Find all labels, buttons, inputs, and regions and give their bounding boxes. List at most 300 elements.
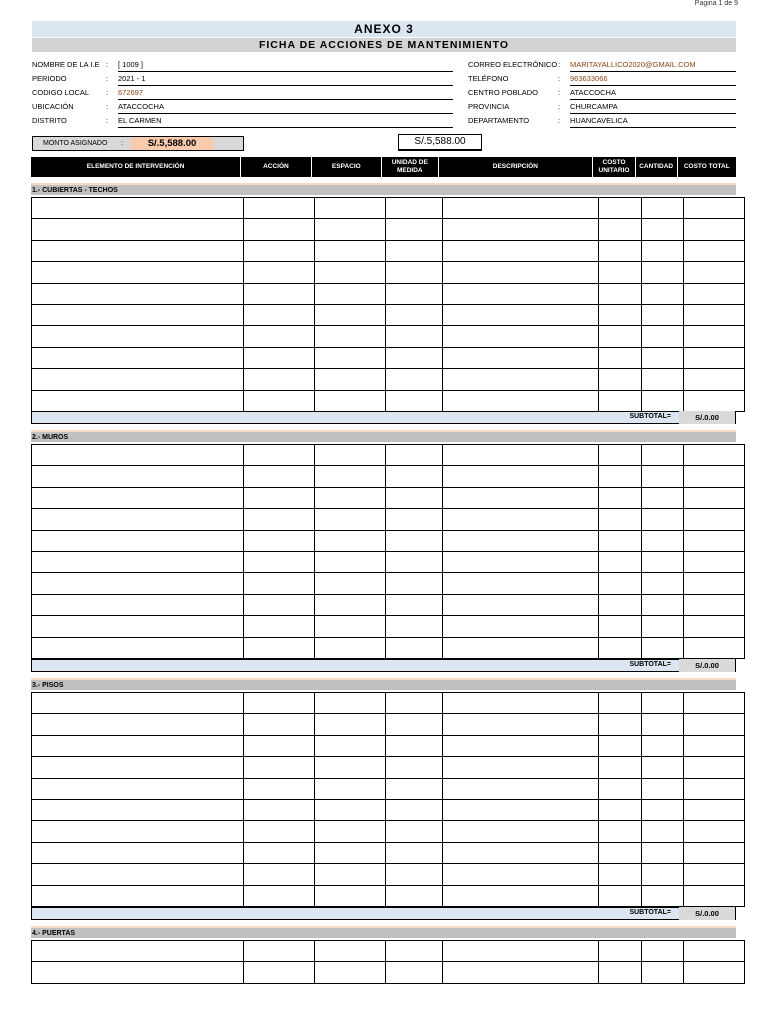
table-cell[interactable] (642, 219, 684, 240)
table-cell[interactable] (315, 693, 386, 714)
info-label-correo: CORREO ELECTRÓNICO (468, 60, 558, 69)
table-cell[interactable] (642, 735, 684, 756)
table-cell[interactable] (32, 735, 244, 756)
table-cell[interactable] (386, 219, 443, 240)
table-cell[interactable] (443, 390, 599, 411)
table-cell[interactable] (684, 778, 745, 799)
table-cell[interactable] (599, 714, 642, 735)
table-cell[interactable] (443, 842, 599, 863)
info-label-centro-poblado: CENTRO POBLADO (468, 88, 539, 97)
document-title: ANEXO 3 (32, 21, 736, 37)
table-row (32, 369, 745, 390)
table-cell[interactable] (642, 390, 684, 411)
table-cell[interactable] (32, 864, 244, 885)
table-cell[interactable] (315, 799, 386, 820)
table-cell[interactable] (642, 198, 684, 219)
table-cell[interactable] (642, 530, 684, 551)
table-cell[interactable] (32, 573, 244, 594)
table-cell[interactable] (599, 347, 642, 368)
table-cell[interactable] (386, 757, 443, 778)
table-cell[interactable] (599, 390, 642, 411)
table-cell[interactable] (32, 219, 244, 240)
table-cell[interactable] (642, 714, 684, 735)
table-cell[interactable] (244, 262, 315, 283)
table-cell[interactable] (386, 842, 443, 863)
subtotal-row-muros (31, 659, 736, 672)
subtotal-label: SUBTOTAL= (629, 909, 671, 916)
table-cell[interactable] (599, 778, 642, 799)
table-cell[interactable] (599, 757, 642, 778)
info-colon: : (558, 102, 561, 111)
table-cell[interactable] (443, 509, 599, 530)
table-cell[interactable] (443, 637, 599, 658)
table-cell[interactable] (315, 821, 386, 842)
table-cell[interactable] (684, 573, 745, 594)
table-cell[interactable] (443, 735, 599, 756)
table-cell[interactable] (443, 864, 599, 885)
table-cell[interactable] (315, 885, 386, 906)
table-cell[interactable] (386, 390, 443, 411)
table-cell[interactable] (684, 962, 745, 983)
table-cell[interactable] (642, 962, 684, 983)
table-cell[interactable] (386, 821, 443, 842)
table-cell[interactable] (684, 509, 745, 530)
table-cell[interactable] (32, 487, 244, 508)
table-cell[interactable] (642, 864, 684, 885)
table-cell[interactable] (244, 821, 315, 842)
table-cell[interactable] (32, 390, 244, 411)
table-cell[interactable] (599, 240, 642, 261)
table-cell[interactable] (684, 304, 745, 325)
table-cell[interactable] (32, 551, 244, 572)
table-cell[interactable] (32, 941, 244, 962)
table-cell[interactable] (244, 616, 315, 637)
table-cell[interactable] (244, 347, 315, 368)
table-cell[interactable] (244, 962, 315, 983)
table-cell[interactable] (599, 445, 642, 466)
table-cell[interactable] (684, 262, 745, 283)
table-cell[interactable] (386, 885, 443, 906)
table-cell[interactable] (599, 487, 642, 508)
table-cell[interactable] (386, 735, 443, 756)
subtotal-value: S/.0.00 (679, 907, 735, 920)
table-cell[interactable] (315, 637, 386, 658)
table-cell[interactable] (315, 283, 386, 304)
table-cell[interactable] (386, 551, 443, 572)
table-cell[interactable] (32, 369, 244, 390)
table-cell[interactable] (315, 941, 386, 962)
table-cell[interactable] (684, 369, 745, 390)
info-label-periodo: PERIODO (32, 74, 67, 83)
table-cell[interactable] (599, 594, 642, 615)
table-cell[interactable] (315, 594, 386, 615)
table-cell[interactable] (684, 326, 745, 347)
table-cell[interactable] (244, 842, 315, 863)
info-value-provincia: CHURCAMPA (570, 101, 736, 114)
table-cell[interactable] (244, 198, 315, 219)
table-cell[interactable] (684, 757, 745, 778)
table-cell[interactable] (386, 262, 443, 283)
table-cell[interactable] (642, 487, 684, 508)
table-cell[interactable] (642, 262, 684, 283)
table-cell[interactable] (684, 530, 745, 551)
table-cell[interactable] (32, 198, 244, 219)
table-cell[interactable] (599, 573, 642, 594)
table-cell[interactable] (315, 369, 386, 390)
table-cell[interactable] (32, 466, 244, 487)
table-row (32, 962, 745, 983)
table-cell[interactable] (315, 466, 386, 487)
table-row (32, 693, 745, 714)
table-cell[interactable] (244, 637, 315, 658)
table-cell[interactable] (244, 304, 315, 325)
table-cell[interactable] (599, 962, 642, 983)
table-cell[interactable] (315, 304, 386, 325)
table-cell[interactable] (32, 799, 244, 820)
table-cell[interactable] (244, 757, 315, 778)
table-cell[interactable] (315, 778, 386, 799)
table-cell[interactable] (443, 885, 599, 906)
table-cell[interactable] (244, 714, 315, 735)
table-cell[interactable] (642, 885, 684, 906)
table-cell[interactable] (599, 735, 642, 756)
table-cell[interactable] (315, 551, 386, 572)
table-cell[interactable] (386, 941, 443, 962)
table-cell[interactable] (386, 530, 443, 551)
table-cell[interactable] (386, 594, 443, 615)
info-label-distrito: DISTRITO (32, 116, 67, 125)
table-cell[interactable] (443, 198, 599, 219)
table-cell[interactable] (642, 551, 684, 572)
subtotal-value: S/.0.00 (679, 659, 735, 672)
section-table-pisos (31, 692, 745, 907)
table-cell[interactable] (315, 962, 386, 983)
table-cell[interactable] (32, 283, 244, 304)
table-cell[interactable] (32, 637, 244, 658)
table-cell[interactable] (386, 714, 443, 735)
table-cell[interactable] (684, 594, 745, 615)
table-cell[interactable] (599, 509, 642, 530)
table-cell[interactable] (386, 326, 443, 347)
table-cell[interactable] (684, 390, 745, 411)
table-cell[interactable] (386, 778, 443, 799)
table-cell[interactable] (684, 714, 745, 735)
table-cell[interactable] (642, 369, 684, 390)
table-cell[interactable] (684, 551, 745, 572)
table-cell[interactable] (32, 821, 244, 842)
header-elemento: ELEMENTO DE INTERVENCIÓN (31, 157, 241, 177)
table-cell[interactable] (244, 219, 315, 240)
table-cell[interactable] (244, 551, 315, 572)
table-cell[interactable] (684, 198, 745, 219)
monto-label: MONTO ASIGNADO (43, 140, 108, 147)
table-row (32, 573, 745, 594)
table-cell[interactable] (244, 885, 315, 906)
table-cell[interactable] (443, 347, 599, 368)
table-row (32, 530, 745, 551)
table-cell[interactable] (386, 198, 443, 219)
table-cell[interactable] (32, 240, 244, 261)
table-cell[interactable] (386, 864, 443, 885)
table-cell[interactable] (386, 487, 443, 508)
table-cell[interactable] (244, 573, 315, 594)
table-cell[interactable] (599, 283, 642, 304)
table-row (32, 466, 745, 487)
table-cell[interactable] (315, 219, 386, 240)
info-colon: : (106, 74, 109, 83)
table-cell[interactable] (684, 240, 745, 261)
table-cell[interactable] (315, 445, 386, 466)
table-cell[interactable] (642, 842, 684, 863)
table-cell[interactable] (642, 941, 684, 962)
table-cell[interactable] (642, 466, 684, 487)
table-cell[interactable] (684, 842, 745, 863)
table-cell[interactable] (244, 509, 315, 530)
table-cell[interactable] (244, 594, 315, 615)
document-subtitle: FICHA DE ACCIONES DE MANTENIMIENTO (32, 38, 736, 52)
table-cell[interactable] (443, 326, 599, 347)
info-colon: : (558, 88, 561, 97)
table-cell[interactable] (315, 573, 386, 594)
table-cell[interactable] (386, 962, 443, 983)
table-cell[interactable] (599, 693, 642, 714)
table-cell[interactable] (599, 799, 642, 820)
table-cell[interactable] (32, 885, 244, 906)
table-cell[interactable] (443, 487, 599, 508)
table-cell[interactable] (684, 219, 745, 240)
table-cell[interactable] (443, 573, 599, 594)
table-cell[interactable] (684, 487, 745, 508)
info-label-telefono: TELÉFONO (468, 74, 509, 83)
table-cell[interactable] (315, 842, 386, 863)
table-cell[interactable] (315, 262, 386, 283)
table-cell[interactable] (32, 714, 244, 735)
table-cell[interactable] (32, 530, 244, 551)
table-cell[interactable] (244, 466, 315, 487)
table-cell[interactable] (244, 240, 315, 261)
table-cell[interactable] (684, 941, 745, 962)
table-cell[interactable] (386, 283, 443, 304)
table-cell[interactable] (443, 821, 599, 842)
table-cell[interactable] (315, 347, 386, 368)
table-cell[interactable] (443, 616, 599, 637)
table-row (32, 637, 745, 658)
table-cell[interactable] (386, 369, 443, 390)
table-cell[interactable] (642, 778, 684, 799)
table-cell[interactable] (32, 757, 244, 778)
table-cell[interactable] (386, 304, 443, 325)
table-cell[interactable] (684, 283, 745, 304)
table-cell[interactable] (315, 616, 386, 637)
table-cell[interactable] (443, 219, 599, 240)
table-cell[interactable] (386, 445, 443, 466)
table-row (32, 326, 745, 347)
table-cell[interactable] (642, 347, 684, 368)
table-cell[interactable] (443, 778, 599, 799)
table-cell[interactable] (244, 369, 315, 390)
table-cell[interactable] (315, 198, 386, 219)
table-cell[interactable] (684, 637, 745, 658)
table-cell[interactable] (684, 445, 745, 466)
table-row (32, 735, 745, 756)
table-cell[interactable] (32, 326, 244, 347)
info-label-codigo: CODIGO LOCAL (32, 88, 90, 97)
table-cell[interactable] (443, 240, 599, 261)
table-cell[interactable] (642, 283, 684, 304)
table-cell[interactable] (244, 530, 315, 551)
table-cell[interactable] (642, 304, 684, 325)
table-cell[interactable] (684, 735, 745, 756)
table-cell[interactable] (315, 864, 386, 885)
table-cell[interactable] (315, 714, 386, 735)
table-cell[interactable] (244, 864, 315, 885)
table-cell[interactable] (599, 821, 642, 842)
table-cell[interactable] (443, 262, 599, 283)
info-value-nombre: [ 1009 ] (118, 59, 453, 72)
table-cell[interactable] (642, 445, 684, 466)
table-cell[interactable] (684, 347, 745, 368)
table-cell[interactable] (386, 466, 443, 487)
table-cell[interactable] (443, 304, 599, 325)
table-cell[interactable] (599, 864, 642, 885)
table-cell[interactable] (32, 616, 244, 637)
table-cell[interactable] (32, 962, 244, 983)
table-cell[interactable] (244, 326, 315, 347)
table-cell[interactable] (599, 304, 642, 325)
table-cell[interactable] (599, 326, 642, 347)
table-cell[interactable] (32, 445, 244, 466)
section-table-puertas (31, 940, 745, 984)
table-cell[interactable] (315, 326, 386, 347)
table-cell[interactable] (642, 594, 684, 615)
table-cell[interactable] (599, 262, 642, 283)
table-cell[interactable] (443, 757, 599, 778)
table-cell[interactable] (443, 941, 599, 962)
table-row (32, 198, 745, 219)
table-cell[interactable] (684, 821, 745, 842)
table-cell[interactable] (32, 594, 244, 615)
table-cell[interactable] (32, 347, 244, 368)
table-cell[interactable] (642, 509, 684, 530)
table-cell[interactable] (599, 941, 642, 962)
table-cell[interactable] (386, 509, 443, 530)
table-cell[interactable] (443, 551, 599, 572)
table-cell[interactable] (599, 842, 642, 863)
table-cell[interactable] (32, 262, 244, 283)
table-cell[interactable] (684, 799, 745, 820)
table-cell[interactable] (443, 283, 599, 304)
table-cell[interactable] (642, 693, 684, 714)
table-cell[interactable] (599, 369, 642, 390)
table-cell[interactable] (386, 347, 443, 368)
table-cell[interactable] (386, 240, 443, 261)
table-cell[interactable] (443, 962, 599, 983)
table-cell[interactable] (244, 693, 315, 714)
table-cell[interactable] (315, 390, 386, 411)
table-cell[interactable] (599, 530, 642, 551)
table-cell[interactable] (315, 509, 386, 530)
table-cell[interactable] (599, 198, 642, 219)
table-row (32, 390, 745, 411)
table-cell[interactable] (599, 466, 642, 487)
table-cell[interactable] (244, 487, 315, 508)
header-espacio: ESPACIO (312, 157, 382, 177)
table-cell[interactable] (599, 637, 642, 658)
table-cell[interactable] (32, 509, 244, 530)
table-cell[interactable] (443, 466, 599, 487)
table-cell[interactable] (642, 757, 684, 778)
table-row (32, 445, 745, 466)
table-cell[interactable] (386, 799, 443, 820)
table-cell[interactable] (32, 693, 244, 714)
table-row (32, 941, 745, 962)
table-cell[interactable] (386, 693, 443, 714)
table-cell[interactable] (443, 799, 599, 820)
table-cell[interactable] (244, 778, 315, 799)
table-cell[interactable] (642, 799, 684, 820)
table-cell[interactable] (386, 637, 443, 658)
table-cell[interactable] (32, 304, 244, 325)
table-cell[interactable] (642, 616, 684, 637)
header-accion: ACCIÓN (241, 157, 311, 177)
table-row (32, 347, 745, 368)
table-row (32, 283, 745, 304)
table-cell[interactable] (599, 885, 642, 906)
table-cell[interactable] (32, 842, 244, 863)
table-cell[interactable] (684, 616, 745, 637)
table-cell[interactable] (443, 369, 599, 390)
table-cell[interactable] (244, 735, 315, 756)
table-cell[interactable] (642, 326, 684, 347)
table-cell[interactable] (443, 530, 599, 551)
table-cell[interactable] (642, 240, 684, 261)
table-cell[interactable] (315, 487, 386, 508)
table-cell[interactable] (244, 390, 315, 411)
table-cell[interactable] (315, 240, 386, 261)
info-colon: : (106, 88, 109, 97)
table-cell[interactable] (315, 530, 386, 551)
table-cell[interactable] (684, 693, 745, 714)
table-cell[interactable] (315, 757, 386, 778)
table-cell[interactable] (244, 941, 315, 962)
table-row (32, 262, 745, 283)
table-cell[interactable] (315, 735, 386, 756)
table-cell[interactable] (684, 864, 745, 885)
table-cell[interactable] (684, 466, 745, 487)
table-cell[interactable] (599, 219, 642, 240)
table-cell[interactable] (244, 283, 315, 304)
table-cell[interactable] (244, 445, 315, 466)
table-cell[interactable] (386, 573, 443, 594)
table-cell[interactable] (684, 885, 745, 906)
table-header (31, 157, 736, 177)
table-cell[interactable] (386, 616, 443, 637)
table-cell[interactable] (599, 551, 642, 572)
table-cell[interactable] (443, 714, 599, 735)
table-cell[interactable] (599, 616, 642, 637)
info-label-provincia: PROVINCIA (468, 102, 510, 111)
table-cell[interactable] (244, 799, 315, 820)
table-row (32, 757, 745, 778)
table-cell[interactable] (642, 637, 684, 658)
table-cell[interactable] (642, 821, 684, 842)
table-cell[interactable] (443, 693, 599, 714)
table-cell[interactable] (443, 594, 599, 615)
info-label-ubicacion: UBICACIÓN (32, 102, 74, 111)
table-cell[interactable] (642, 573, 684, 594)
table-cell[interactable] (443, 445, 599, 466)
table-cell[interactable] (32, 778, 244, 799)
